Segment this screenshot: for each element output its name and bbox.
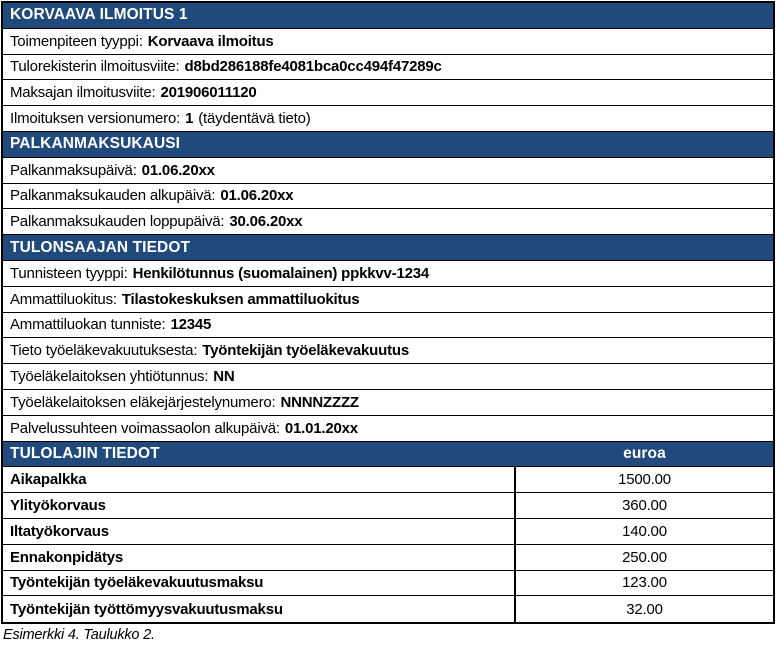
field-value: Työntekijän työeläkevakuutus — [202, 342, 409, 360]
income-row-iltatyokorvaus — [3, 519, 773, 545]
field-row-palkanmaksupaiva — [3, 158, 773, 184]
field-value: 12345 — [170, 316, 212, 334]
field-label: Tulorekisterin ilmoitusviite: — [10, 58, 180, 76]
field-suffix: (täydentävä tieto) — [198, 110, 311, 128]
field-value: d8bd286188fe4081bca0cc494f47289c — [184, 58, 442, 76]
field-value: 01.06.20xx — [141, 161, 215, 179]
income-row-tyottomyysvakuutusmaksu — [3, 596, 773, 622]
income-amount: 32.00 — [626, 600, 663, 618]
field-value: Tilastokeskuksen ammattiluokitus — [121, 290, 360, 308]
income-amount: 140.00 — [622, 522, 667, 540]
amounts-header-unit: euroa — [623, 444, 666, 462]
income-row-ylityokorvaus — [3, 493, 773, 519]
income-label: Ennakonpidätys — [3, 545, 516, 570]
income-label: Aikapalkka — [3, 467, 516, 492]
field-label: Ammattiluokitus: — [10, 290, 117, 308]
field-label: Tieto työeläkevakuutuksesta: — [10, 342, 198, 360]
income-label: Iltatyökorvaus — [3, 519, 516, 544]
field-row-tunnisteen-tyyppi — [3, 261, 773, 287]
field-label: Työeläkelaitoksen yhtiötunnus: — [10, 368, 209, 386]
income-amount: 1500.00 — [618, 471, 671, 489]
field-row-tieto-tyoelakevakuutuksesta — [3, 338, 773, 364]
field-label: Ilmoituksen versionumero: — [10, 110, 181, 128]
field-label: Ammattiluokan tunniste: — [10, 316, 166, 334]
income-row-aikapalkka — [3, 467, 773, 493]
field-row-maksajan-ilmoitusviite — [3, 80, 773, 106]
field-row-ammattiluokitus — [3, 287, 773, 313]
field-value: 1 — [185, 110, 194, 128]
field-value: NN — [213, 368, 235, 386]
field-label: Toimenpiteen tyyppi: — [10, 32, 143, 50]
field-value: 01.01.20xx — [284, 419, 358, 437]
income-label: Ylityökorvaus — [3, 493, 516, 518]
field-value: Korvaava ilmoitus — [147, 32, 274, 50]
field-row-toimenpiteen-tyyppi — [3, 29, 773, 55]
amounts-header-title: TULOLAJIN TIEDOT — [10, 444, 160, 462]
income-amount: 360.00 — [622, 497, 667, 515]
section-header-tulolajin-tiedot — [3, 442, 773, 468]
income-row-tyoelakevakuutusmaksu — [3, 571, 773, 597]
income-label: Työntekijän työttömyysvakuutusmaksu — [3, 596, 516, 622]
section-header-korvaava-ilmoitus: KORVAAVA ILMOITUS 1 — [3, 3, 773, 29]
section-header-palkanmaksukausi: PALKANMAKSUKAUSI — [3, 132, 773, 158]
field-row-palkanmaksukauden-alkupaiva — [3, 184, 773, 210]
field-value: 01.06.20xx — [220, 187, 294, 205]
field-value: 30.06.20xx — [229, 213, 303, 231]
income-label: Työntekijän työeläkevakuutusmaksu — [3, 571, 516, 596]
income-amount: 123.00 — [622, 574, 667, 592]
field-label: Palvelussuhteen voimassaolon alkupäivä: — [10, 419, 280, 437]
income-amount: 250.00 — [622, 548, 667, 566]
field-row-ammattiluokan-tunniste — [3, 313, 773, 339]
field-label: Palkanmaksukauden alkupäivä: — [10, 187, 216, 205]
field-label: Maksajan ilmoitusviite: — [10, 84, 156, 102]
field-row-tulorekisterin-ilmoitusviite — [3, 55, 773, 81]
field-label: Palkanmaksupäivä: — [10, 161, 137, 179]
field-row-ilmoituksen-versionumero — [3, 106, 773, 132]
field-row-tyoelakelaitoksen-yhtiotunnus — [3, 364, 773, 390]
field-value: Henkilötunnus (suomalainen) ppkkvv-1234 — [132, 264, 430, 282]
field-label: Palkanmaksukauden loppupäivä: — [10, 213, 225, 231]
field-row-palkanmaksukauden-loppupaiva — [3, 209, 773, 235]
field-label: Työeläkelaitoksen eläkejärjestelynumero: — [10, 393, 276, 411]
income-row-ennakonpidatys — [3, 545, 773, 571]
field-row-palvelussuhteen-alkupaiva — [3, 416, 773, 442]
table-caption: Esimerkki 4. Taulukko 2. — [3, 627, 155, 644]
section-header-tulonsaajan-tiedot: TULONSAAJAN TIEDOT — [3, 235, 773, 261]
field-value: 201906011120 — [160, 84, 257, 102]
field-value: NNNNZZZZ — [280, 393, 359, 411]
field-label: Tunnisteen tyyppi: — [10, 264, 128, 282]
notification-table — [1, 1, 775, 624]
field-row-elakejarjestelynumero — [3, 390, 773, 416]
